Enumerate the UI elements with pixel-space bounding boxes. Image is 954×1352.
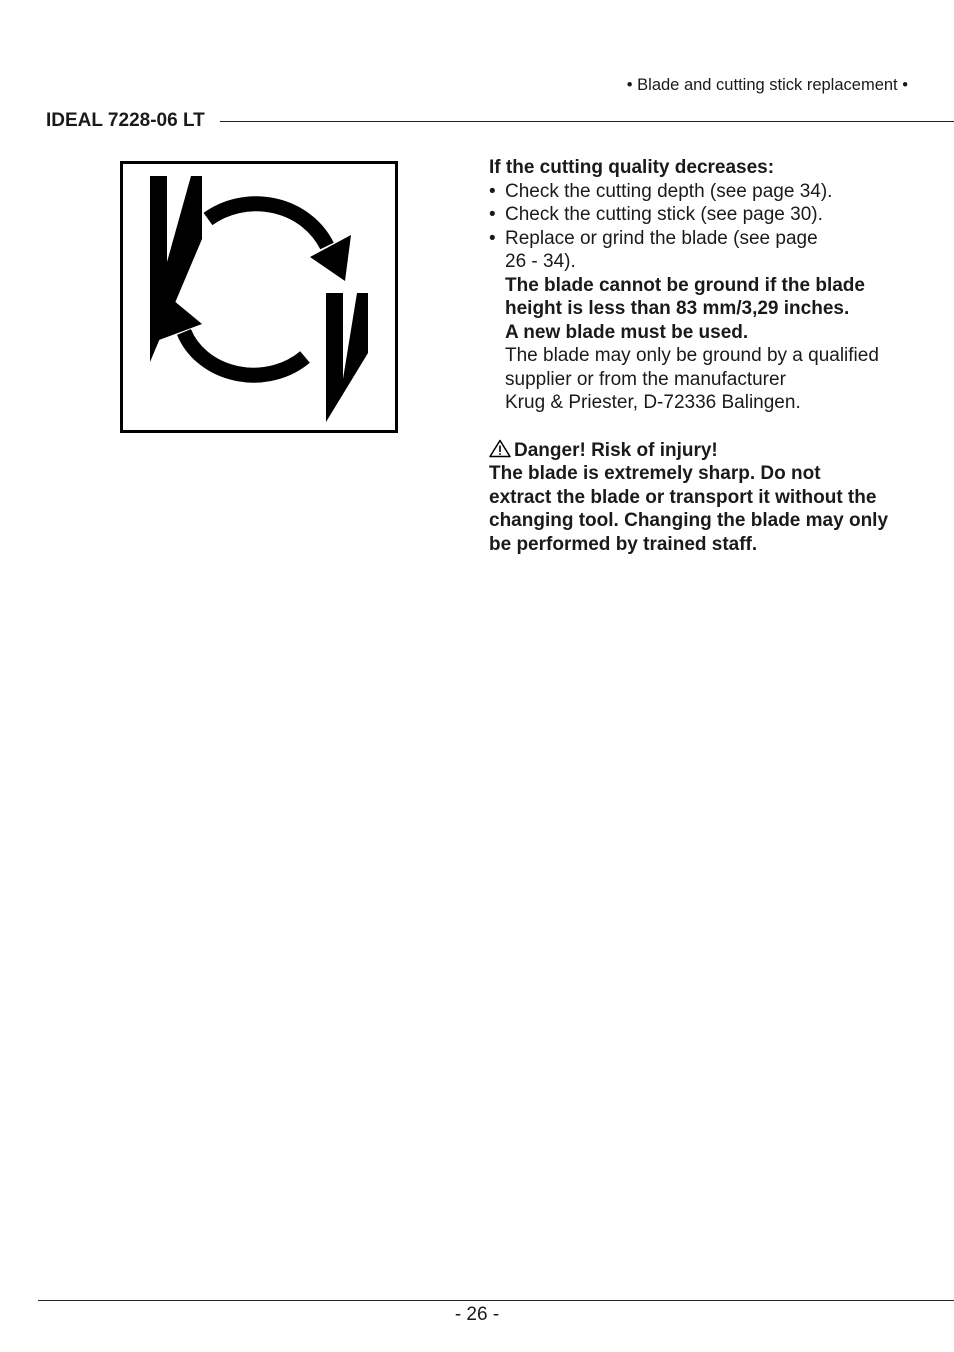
- danger-text: The blade is extremely sharp. Do not: [489, 463, 821, 484]
- header-rule: [220, 121, 954, 122]
- bullet-text: Check the cutting depth (see page 34).: [505, 180, 833, 202]
- blade-left-icon: [150, 176, 202, 362]
- model-name: IDEAL 7228-06 LT: [46, 110, 205, 131]
- section-title: • Blade and cutting stick replacement •: [626, 76, 908, 94]
- grind-limit-note: The blade cannot be ground if the blade: [505, 274, 865, 296]
- grinding-info: supplier or from the manufacturer: [505, 368, 786, 390]
- danger-text: be performed by trained staff.: [489, 533, 758, 555]
- manufacturer-address: Krug & Priester, D-72336 Balingen.: [505, 392, 801, 413]
- bullet-continuation: 26 - 34).: [505, 251, 576, 272]
- list-item: • Check the cutting depth (see page 34).: [489, 180, 833, 202]
- bullet-text: Check the cutting stick (see page 30).: [505, 204, 823, 225]
- grinding-info: The blade may only be ground by a qualified: [505, 345, 879, 366]
- danger-title: Danger! Risk of injury!: [514, 439, 718, 461]
- warning-triangle-icon: [489, 439, 511, 458]
- blade-rotation-icon: [123, 164, 395, 430]
- instructions: [489, 156, 929, 556]
- grind-limit-note: height is less than 83 mm/3,29 inches.: [505, 298, 850, 319]
- list-item: • Check the cutting stick (see page 30).: [489, 204, 823, 225]
- new-blade-note: A new blade must be used.: [505, 321, 749, 343]
- blade-right-icon: [326, 293, 368, 422]
- footer-rule: [38, 1300, 954, 1301]
- bullet-text: Replace or grind the blade (see page: [505, 227, 818, 249]
- arrow-clockwise-icon: [208, 204, 327, 246]
- danger-text: extract the blade or transport it without the: [489, 486, 877, 508]
- danger-heading: [489, 439, 929, 463]
- arrow-counterclockwise-icon: [184, 332, 305, 375]
- danger-text: changing tool. Changing the blade may only: [489, 510, 889, 531]
- page-number: - 26 -: [454, 1304, 500, 1325]
- list-item: • Replace or grind the blade (see page: [489, 227, 818, 249]
- quality-heading: If the cutting quality decreases:: [489, 157, 775, 178]
- model-header: [46, 110, 954, 132]
- blade-replacement-figure: [120, 161, 398, 433]
